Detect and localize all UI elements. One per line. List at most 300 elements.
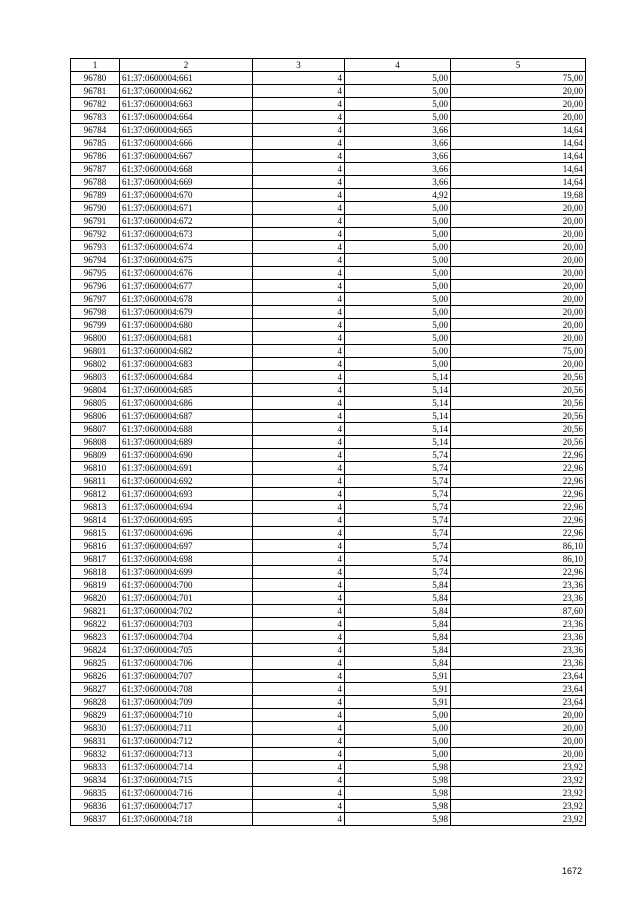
- table-cell-col-5: 23,92: [451, 761, 586, 774]
- table-cell-col-4: 5,74: [345, 475, 451, 488]
- table-cell-col-4: 5,84: [345, 657, 451, 670]
- table-cell-col-1: 96799: [71, 319, 120, 332]
- table-cell-col-5: 22,96: [451, 449, 586, 462]
- table-row: [71, 696, 586, 709]
- table-row: [71, 124, 586, 137]
- table-cell-col-1: 96797: [71, 293, 120, 306]
- table-cell-col-1: 96822: [71, 618, 120, 631]
- table-cell-col-3: 4: [253, 566, 345, 579]
- table-cell-col-1: 96795: [71, 267, 120, 280]
- table-cell-col-4: 5,00: [345, 332, 451, 345]
- table-row: [71, 319, 586, 332]
- table-cell-col-4: 5,91: [345, 670, 451, 683]
- table-cell-col-2: 61:37:0600004:703: [120, 618, 253, 631]
- table-row: [71, 605, 586, 618]
- table-cell-col-4: 5,98: [345, 774, 451, 787]
- table-row: [71, 202, 586, 215]
- table-cell-col-4: 5,98: [345, 813, 451, 826]
- table-cell-col-1: 96823: [71, 631, 120, 644]
- table-cell-col-3: 4: [253, 553, 345, 566]
- table-cell-col-5: 20,56: [451, 423, 586, 436]
- table-cell-col-1: 96828: [71, 696, 120, 709]
- table-cell-col-4: 5,74: [345, 527, 451, 540]
- table-row: [71, 800, 586, 813]
- table-cell-col-5: 20,00: [451, 722, 586, 735]
- table-cell-col-3: 4: [253, 267, 345, 280]
- table-row: [71, 176, 586, 189]
- table-cell-col-5: 20,00: [451, 228, 586, 241]
- table-cell-col-3: 4: [253, 332, 345, 345]
- table-cell-col-3: 4: [253, 384, 345, 397]
- table-cell-col-1: 96812: [71, 488, 120, 501]
- table-cell-col-2: 61:37:0600004:699: [120, 566, 253, 579]
- table-cell-col-2: 61:37:0600004:700: [120, 579, 253, 592]
- table-cell-col-4: 5,00: [345, 722, 451, 735]
- table-cell-col-5: 20,56: [451, 384, 586, 397]
- table-cell-col-1: 96788: [71, 176, 120, 189]
- table-cell-col-2: 61:37:0600004:711: [120, 722, 253, 735]
- table-cell-col-3: 4: [253, 592, 345, 605]
- table-row: [71, 111, 586, 124]
- table-cell-col-1: 96782: [71, 98, 120, 111]
- table-row: [71, 553, 586, 566]
- table-cell-col-3: 4: [253, 800, 345, 813]
- table-cell-col-3: 4: [253, 397, 345, 410]
- table-cell-col-3: 4: [253, 644, 345, 657]
- table-cell-col-2: 61:37:0600004:704: [120, 631, 253, 644]
- table-cell-col-2: 61:37:0600004:683: [120, 358, 253, 371]
- table-row: [71, 254, 586, 267]
- table-cell-col-4: 5,74: [345, 462, 451, 475]
- table-row: [71, 293, 586, 306]
- table-cell-col-5: 87,60: [451, 605, 586, 618]
- table-row: [71, 722, 586, 735]
- table-cell-col-5: 23,92: [451, 800, 586, 813]
- table-cell-col-1: 96787: [71, 163, 120, 176]
- table-cell-col-5: 22,96: [451, 462, 586, 475]
- table-cell-col-2: 61:37:0600004:685: [120, 384, 253, 397]
- table-cell-col-2: 61:37:0600004:672: [120, 215, 253, 228]
- table-cell-col-2: 61:37:0600004:709: [120, 696, 253, 709]
- table-cell-col-5: 14,64: [451, 163, 586, 176]
- table-cell-col-3: 4: [253, 514, 345, 527]
- table-row: [71, 462, 586, 475]
- table-row: [71, 813, 586, 826]
- table-cell-col-2: 61:37:0600004:697: [120, 540, 253, 553]
- table-cell-col-5: 23,36: [451, 631, 586, 644]
- table-cell-col-1: 96818: [71, 566, 120, 579]
- page-number: 1672: [561, 866, 582, 876]
- table-cell-col-4: 5,00: [345, 306, 451, 319]
- table-row: [71, 787, 586, 800]
- table-cell-col-3: 4: [253, 683, 345, 696]
- table-cell-col-2: 61:37:0600004:716: [120, 787, 253, 800]
- table-cell-col-5: 20,00: [451, 306, 586, 319]
- table-row: [71, 735, 586, 748]
- table-cell-col-2: 61:37:0600004:702: [120, 605, 253, 618]
- table-cell-col-4: 5,14: [345, 410, 451, 423]
- table-cell-col-2: 61:37:0600004:662: [120, 85, 253, 98]
- table-row: [71, 514, 586, 527]
- table-cell-col-3: 4: [253, 618, 345, 631]
- table-cell-col-5: 20,00: [451, 241, 586, 254]
- table-cell-col-5: 20,00: [451, 267, 586, 280]
- table-cell-col-1: 96813: [71, 501, 120, 514]
- table-cell-col-1: 96835: [71, 787, 120, 800]
- table-cell-col-1: 96837: [71, 813, 120, 826]
- table-cell-col-2: 61:37:0600004:678: [120, 293, 253, 306]
- table-cell-col-5: 20,00: [451, 254, 586, 267]
- table-cell-col-1: 96796: [71, 280, 120, 293]
- table-cell-col-5: 23,36: [451, 579, 586, 592]
- table-cell-col-5: 23,36: [451, 657, 586, 670]
- table-cell-col-3: 4: [253, 72, 345, 85]
- table-row: [71, 631, 586, 644]
- table-cell-col-5: 23,36: [451, 592, 586, 605]
- table-cell-col-3: 4: [253, 254, 345, 267]
- table-cell-col-5: 22,96: [451, 527, 586, 540]
- table-cell-col-3: 4: [253, 124, 345, 137]
- table-cell-col-1: 96815: [71, 527, 120, 540]
- table-cell-col-2: 61:37:0600004:715: [120, 774, 253, 787]
- table-cell-col-4: 5,00: [345, 254, 451, 267]
- table-cell-col-4: 5,00: [345, 358, 451, 371]
- table-cell-col-3: 4: [253, 111, 345, 124]
- table-row: [71, 228, 586, 241]
- table-row: [71, 449, 586, 462]
- table-cell-col-3: 4: [253, 813, 345, 826]
- table-cell-col-2: 61:37:0600004:705: [120, 644, 253, 657]
- table-cell-col-1: 96814: [71, 514, 120, 527]
- table-cell-col-5: 23,36: [451, 618, 586, 631]
- table-row: [71, 670, 586, 683]
- table-cell-col-3: 4: [253, 423, 345, 436]
- table-cell-col-2: 61:37:0600004:713: [120, 748, 253, 761]
- table-row: [71, 241, 586, 254]
- table-cell-col-4: 5,98: [345, 761, 451, 774]
- table-row: [71, 280, 586, 293]
- table-cell-col-4: 5,84: [345, 644, 451, 657]
- table-cell-col-4: 5,00: [345, 735, 451, 748]
- table-cell-col-5: 23,92: [451, 787, 586, 800]
- table-cell-col-3: 4: [253, 488, 345, 501]
- table-cell-col-4: 5,00: [345, 267, 451, 280]
- table-cell-col-4: 5,74: [345, 449, 451, 462]
- table-row: [71, 683, 586, 696]
- table-cell-col-5: 86,10: [451, 540, 586, 553]
- table-cell-col-4: 5,00: [345, 111, 451, 124]
- table-cell-col-2: 61:37:0600004:696: [120, 527, 253, 540]
- table-cell-col-3: 4: [253, 605, 345, 618]
- column-header-2: 2: [120, 59, 253, 72]
- table-cell-col-1: 96808: [71, 436, 120, 449]
- table-row: [71, 410, 586, 423]
- table-cell-col-2: 61:37:0600004:682: [120, 345, 253, 358]
- table-cell-col-1: 96829: [71, 709, 120, 722]
- table-cell-col-4: 3,66: [345, 137, 451, 150]
- table-cell-col-5: 23,36: [451, 644, 586, 657]
- table-cell-col-5: 22,96: [451, 501, 586, 514]
- table-row: [71, 85, 586, 98]
- table-cell-col-2: 61:37:0600004:693: [120, 488, 253, 501]
- table-cell-col-1: 96809: [71, 449, 120, 462]
- table-cell-col-4: 5,00: [345, 98, 451, 111]
- table-cell-col-4: 5,00: [345, 85, 451, 98]
- table-cell-col-1: 96816: [71, 540, 120, 553]
- table-body: [71, 72, 586, 826]
- table-cell-col-3: 4: [253, 748, 345, 761]
- table-cell-col-3: 4: [253, 761, 345, 774]
- table-cell-col-1: 96817: [71, 553, 120, 566]
- table-cell-col-1: 96780: [71, 72, 120, 85]
- table-cell-col-5: 14,64: [451, 137, 586, 150]
- table-row: [71, 592, 586, 605]
- table-cell-col-4: 5,98: [345, 800, 451, 813]
- table-cell-col-5: 14,64: [451, 150, 586, 163]
- table-cell-col-5: 23,92: [451, 774, 586, 787]
- table-cell-col-4: 5,00: [345, 293, 451, 306]
- table-cell-col-5: 20,56: [451, 410, 586, 423]
- table-cell-col-2: 61:37:0600004:680: [120, 319, 253, 332]
- table-row: [71, 436, 586, 449]
- table-cell-col-5: 75,00: [451, 345, 586, 358]
- table-row: [71, 748, 586, 761]
- table-cell-col-2: 61:37:0600004:718: [120, 813, 253, 826]
- table-cell-col-3: 4: [253, 202, 345, 215]
- table-cell-col-5: 22,96: [451, 475, 586, 488]
- table-row: [71, 423, 586, 436]
- table-cell-col-1: 96790: [71, 202, 120, 215]
- table-cell-col-5: 20,00: [451, 319, 586, 332]
- table-cell-col-5: 22,96: [451, 488, 586, 501]
- table-cell-col-1: 96802: [71, 358, 120, 371]
- table-cell-col-4: 5,00: [345, 228, 451, 241]
- table-cell-col-2: 61:37:0600004:708: [120, 683, 253, 696]
- table-cell-col-1: 96801: [71, 345, 120, 358]
- table-cell-col-1: 96789: [71, 189, 120, 202]
- table-cell-col-4: 3,66: [345, 163, 451, 176]
- table-cell-col-1: 96824: [71, 644, 120, 657]
- table-cell-col-2: 61:37:0600004:710: [120, 709, 253, 722]
- table-cell-col-5: 20,00: [451, 202, 586, 215]
- table-cell-col-4: 5,00: [345, 748, 451, 761]
- table-cell-col-4: 5,00: [345, 202, 451, 215]
- table-cell-col-2: 61:37:0600004:690: [120, 449, 253, 462]
- table-cell-col-5: 20,56: [451, 436, 586, 449]
- table-cell-col-3: 4: [253, 163, 345, 176]
- table-cell-col-2: 61:37:0600004:692: [120, 475, 253, 488]
- table-cell-col-3: 4: [253, 501, 345, 514]
- table-cell-col-4: 5,91: [345, 696, 451, 709]
- table-cell-col-5: 14,64: [451, 176, 586, 189]
- column-header-4: 4: [345, 59, 451, 72]
- table-row: [71, 618, 586, 631]
- table-row: [71, 657, 586, 670]
- table-cell-col-4: 5,00: [345, 345, 451, 358]
- table-cell-col-1: 96798: [71, 306, 120, 319]
- table-cell-col-4: 3,66: [345, 176, 451, 189]
- table-cell-col-1: 96804: [71, 384, 120, 397]
- table-cell-col-5: 20,00: [451, 85, 586, 98]
- table-cell-col-4: 5,14: [345, 371, 451, 384]
- table-cell-col-1: 96810: [71, 462, 120, 475]
- table-cell-col-4: 5,98: [345, 787, 451, 800]
- table-cell-col-1: 96791: [71, 215, 120, 228]
- table-row: [71, 371, 586, 384]
- table-row: [71, 488, 586, 501]
- table-row: [71, 579, 586, 592]
- table-cell-col-3: 4: [253, 319, 345, 332]
- table-cell-col-3: 4: [253, 189, 345, 202]
- table-cell-col-5: 19,68: [451, 189, 586, 202]
- table-cell-col-5: 22,96: [451, 566, 586, 579]
- table-cell-col-4: 5,14: [345, 423, 451, 436]
- table-cell-col-5: 14,64: [451, 124, 586, 137]
- table-row: [71, 137, 586, 150]
- table-cell-col-2: 61:37:0600004:686: [120, 397, 253, 410]
- table-cell-col-1: 96785: [71, 137, 120, 150]
- table-cell-col-4: 5,84: [345, 605, 451, 618]
- table-cell-col-5: 20,00: [451, 735, 586, 748]
- table-cell-col-1: 96792: [71, 228, 120, 241]
- table-cell-col-5: 20,00: [451, 215, 586, 228]
- table-cell-col-4: 5,74: [345, 488, 451, 501]
- table-cell-col-3: 4: [253, 527, 345, 540]
- table-cell-col-4: 5,00: [345, 72, 451, 85]
- table-row: [71, 501, 586, 514]
- table-cell-col-4: 5,14: [345, 436, 451, 449]
- column-header-5: 5: [451, 59, 586, 72]
- table-cell-col-1: 96830: [71, 722, 120, 735]
- table-row: [71, 761, 586, 774]
- column-header-3: 3: [253, 59, 345, 72]
- table-cell-col-1: 96827: [71, 683, 120, 696]
- table-cell-col-2: 61:37:0600004:681: [120, 332, 253, 345]
- table-cell-col-2: 61:37:0600004:664: [120, 111, 253, 124]
- table-row: [71, 215, 586, 228]
- table-cell-col-1: 96786: [71, 150, 120, 163]
- table-cell-col-1: 96834: [71, 774, 120, 787]
- table-cell-col-3: 4: [253, 150, 345, 163]
- table-cell-col-5: 20,00: [451, 98, 586, 111]
- table-cell-col-1: 96836: [71, 800, 120, 813]
- table-cell-col-4: 5,00: [345, 215, 451, 228]
- table-cell-col-5: 86,10: [451, 553, 586, 566]
- table-row: [71, 566, 586, 579]
- table-cell-col-5: 22,96: [451, 514, 586, 527]
- table-cell-col-3: 4: [253, 137, 345, 150]
- table-cell-col-2: 61:37:0600004:707: [120, 670, 253, 683]
- table-cell-col-3: 4: [253, 345, 345, 358]
- table-cell-col-4: 5,91: [345, 683, 451, 696]
- table-cell-col-1: 96832: [71, 748, 120, 761]
- table-row: [71, 540, 586, 553]
- table-cell-col-2: 61:37:0600004:687: [120, 410, 253, 423]
- table-cell-col-4: 5,00: [345, 241, 451, 254]
- table-cell-col-5: 23,64: [451, 683, 586, 696]
- table-row: [71, 527, 586, 540]
- table-cell-col-2: 61:37:0600004:670: [120, 189, 253, 202]
- table-cell-col-2: 61:37:0600004:684: [120, 371, 253, 384]
- table-cell-col-5: 20,00: [451, 332, 586, 345]
- table-cell-col-2: 61:37:0600004:701: [120, 592, 253, 605]
- table-cell-col-2: 61:37:0600004:677: [120, 280, 253, 293]
- table-cell-col-5: 75,00: [451, 72, 586, 85]
- table-cell-col-4: 5,74: [345, 553, 451, 566]
- table-row: [71, 358, 586, 371]
- table-cell-col-3: 4: [253, 293, 345, 306]
- table-cell-col-2: 61:37:0600004:668: [120, 163, 253, 176]
- table-cell-col-2: 61:37:0600004:663: [120, 98, 253, 111]
- table-cell-col-1: 96807: [71, 423, 120, 436]
- table-cell-col-1: 96805: [71, 397, 120, 410]
- table-cell-col-5: 20,00: [451, 709, 586, 722]
- table-cell-col-4: 5,00: [345, 709, 451, 722]
- table-row: [71, 709, 586, 722]
- table-cell-col-3: 4: [253, 241, 345, 254]
- table-row: [71, 189, 586, 202]
- table-cell-col-4: 5,74: [345, 501, 451, 514]
- table-cell-col-3: 4: [253, 436, 345, 449]
- table-cell-col-3: 4: [253, 358, 345, 371]
- table-cell-col-2: 61:37:0600004:671: [120, 202, 253, 215]
- table-cell-col-1: 96831: [71, 735, 120, 748]
- table-cell-col-4: 5,00: [345, 319, 451, 332]
- table-row: [71, 332, 586, 345]
- table-cell-col-2: 61:37:0600004:706: [120, 657, 253, 670]
- table-cell-col-2: 61:37:0600004:679: [120, 306, 253, 319]
- table-cell-col-4: 5,84: [345, 592, 451, 605]
- table-cell-col-4: 4,92: [345, 189, 451, 202]
- table-cell-col-3: 4: [253, 631, 345, 644]
- table-cell-col-3: 4: [253, 774, 345, 787]
- table-cell-col-2: 61:37:0600004:688: [120, 423, 253, 436]
- table-cell-col-5: 20,00: [451, 111, 586, 124]
- table-cell-col-2: 61:37:0600004:675: [120, 254, 253, 267]
- table-cell-col-2: 61:37:0600004:666: [120, 137, 253, 150]
- table-cell-col-5: 23,64: [451, 670, 586, 683]
- table-cell-col-3: 4: [253, 579, 345, 592]
- table-row: [71, 475, 586, 488]
- table-cell-col-2: 61:37:0600004:717: [120, 800, 253, 813]
- table-cell-col-2: 61:37:0600004:676: [120, 267, 253, 280]
- table-row: [71, 98, 586, 111]
- table-cell-col-3: 4: [253, 709, 345, 722]
- table-cell-col-4: 5,84: [345, 631, 451, 644]
- table-cell-col-3: 4: [253, 228, 345, 241]
- table-cell-col-2: 61:37:0600004:667: [120, 150, 253, 163]
- table-cell-col-4: 5,74: [345, 540, 451, 553]
- table-cell-col-5: 23,92: [451, 813, 586, 826]
- table-cell-col-3: 4: [253, 98, 345, 111]
- table-row: [71, 384, 586, 397]
- table-row: [71, 306, 586, 319]
- data-table: [70, 58, 586, 826]
- table-cell-col-1: 96820: [71, 592, 120, 605]
- table-cell-col-3: 4: [253, 735, 345, 748]
- table-cell-col-4: 5,74: [345, 566, 451, 579]
- table-cell-col-2: 61:37:0600004:698: [120, 553, 253, 566]
- table-cell-col-2: 61:37:0600004:714: [120, 761, 253, 774]
- table-cell-col-5: 20,00: [451, 748, 586, 761]
- table-row: [71, 267, 586, 280]
- table-row: [71, 163, 586, 176]
- table-cell-col-2: 61:37:0600004:673: [120, 228, 253, 241]
- table-row: [71, 774, 586, 787]
- table-cell-col-4: 3,66: [345, 124, 451, 137]
- table-cell-col-1: 96825: [71, 657, 120, 670]
- table-cell-col-2: 61:37:0600004:689: [120, 436, 253, 449]
